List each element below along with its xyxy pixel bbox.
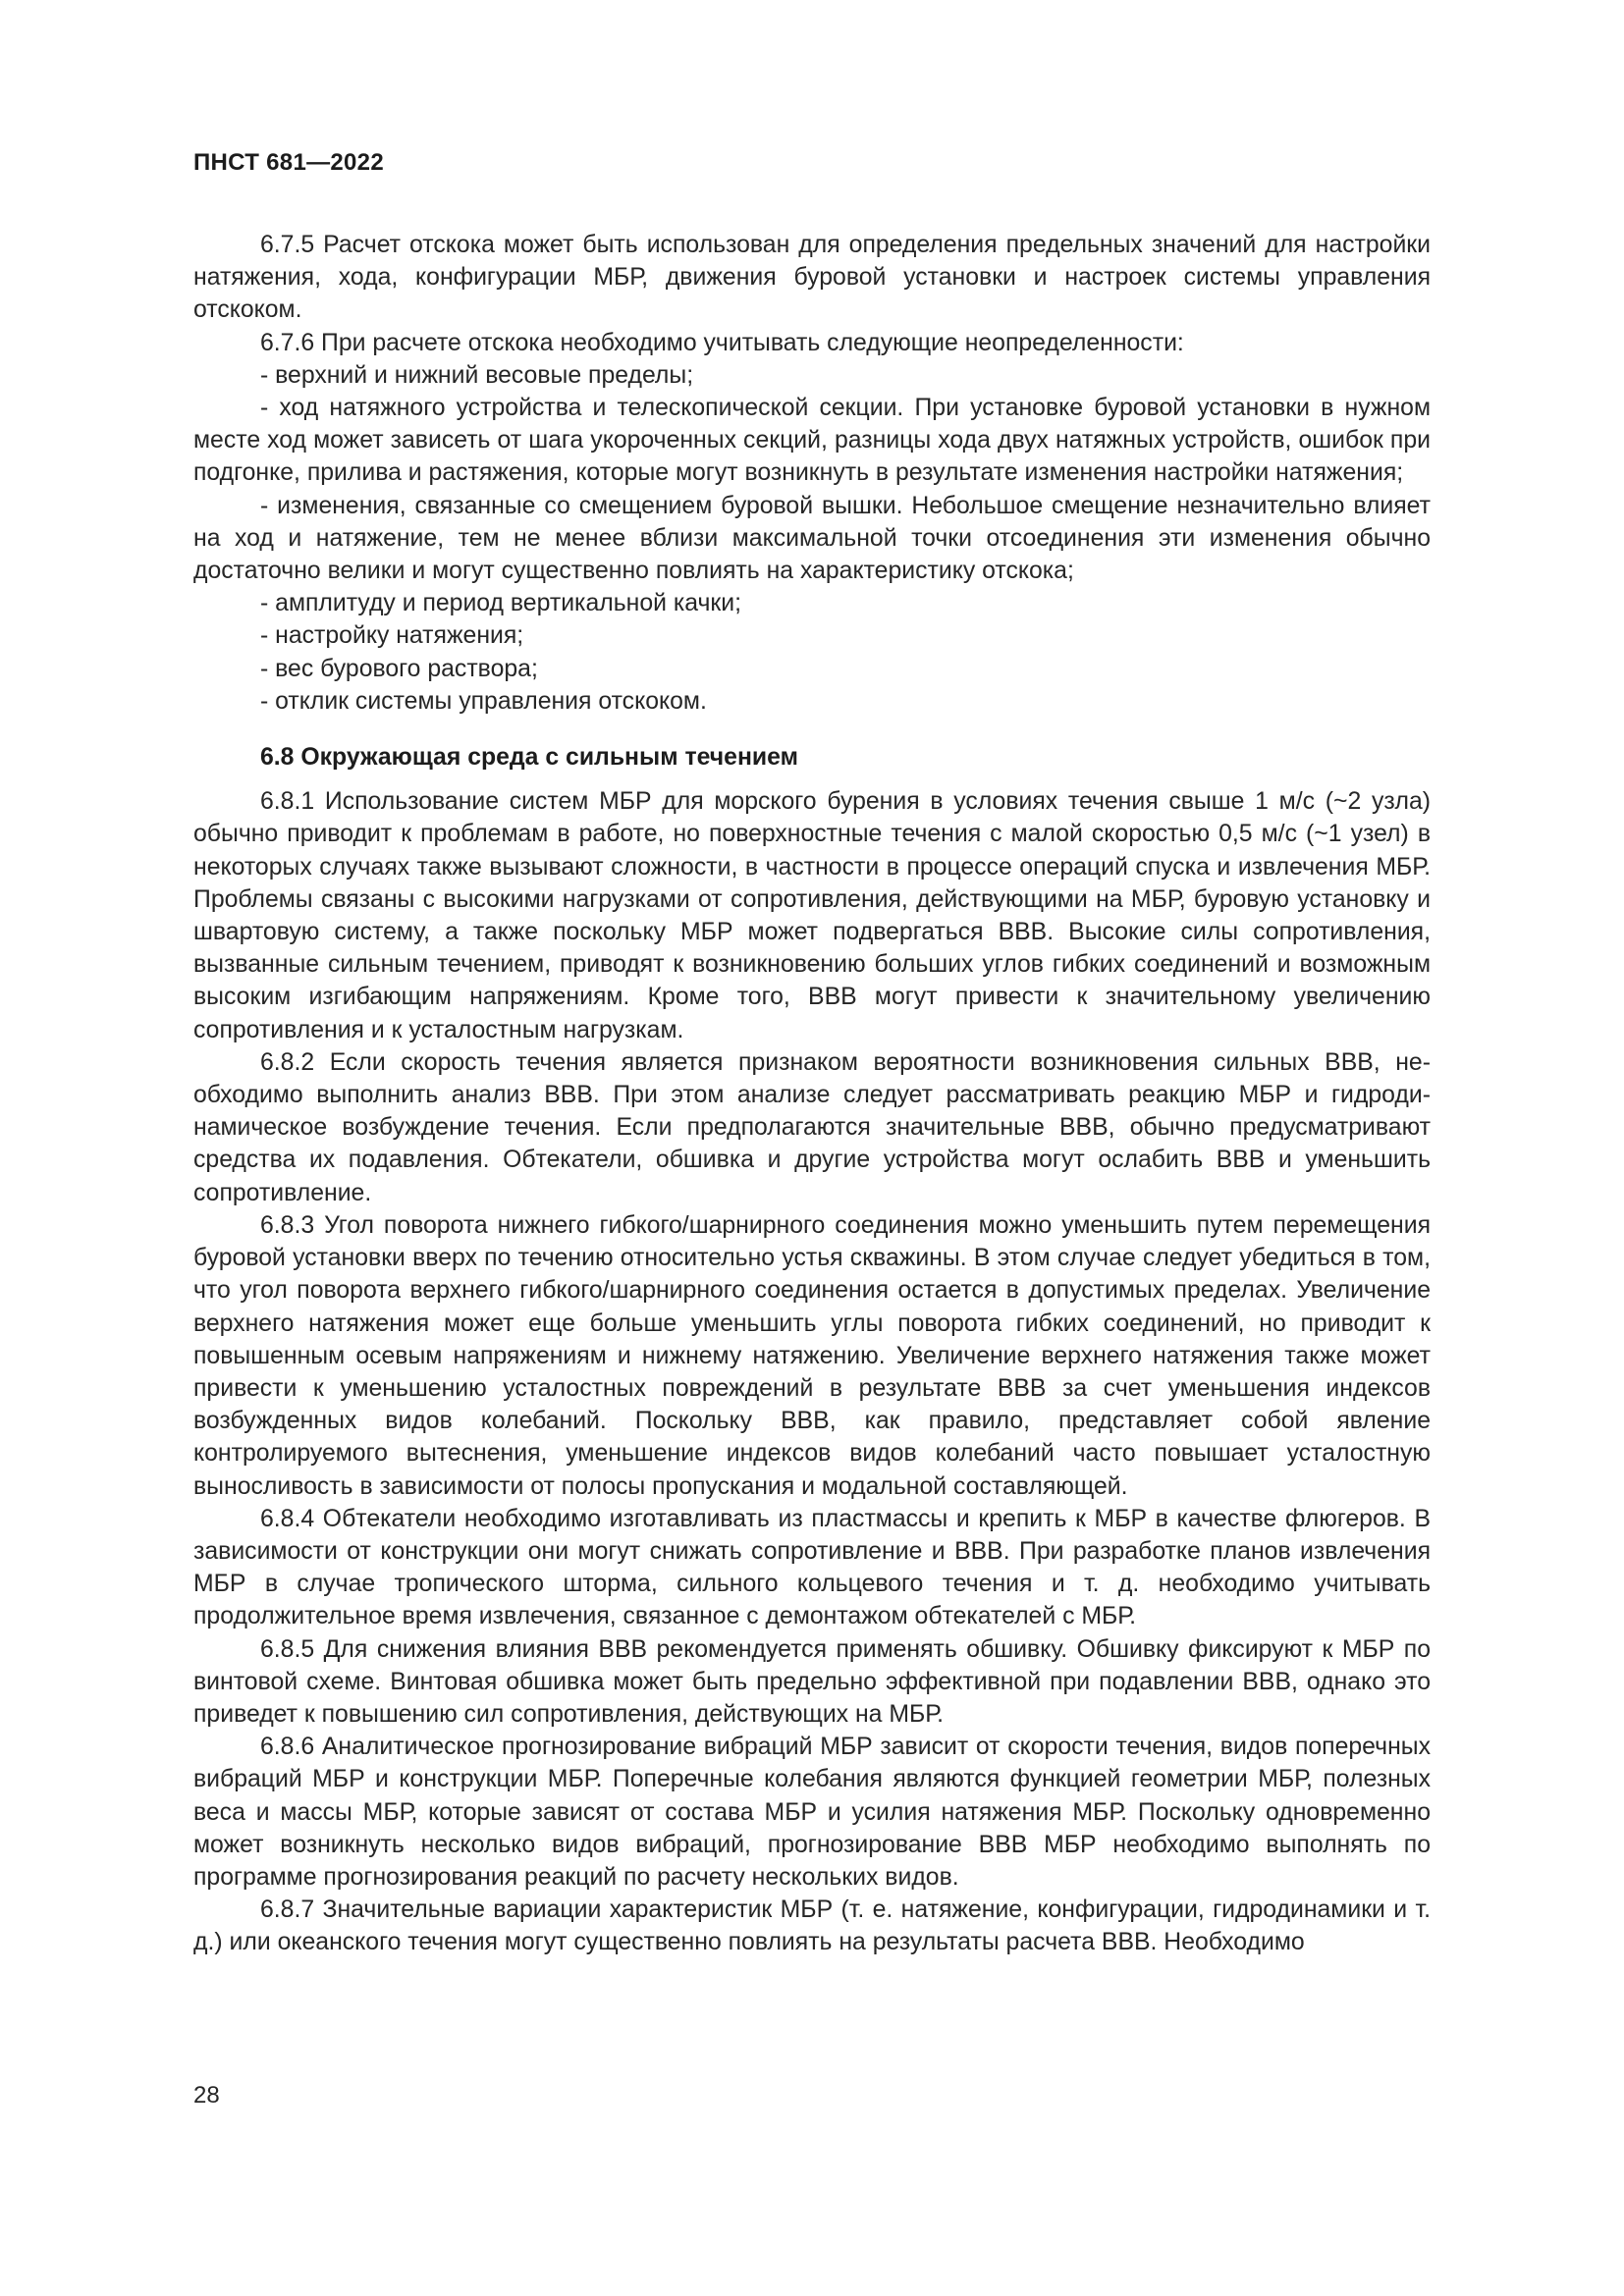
paragraph-6-7-5: 6.7.5 Расчет отскока может быть использован для определения предельных значений для настройки натяжения, хода, конфигурации МБР, движения буровой установки и настроек системы управления отскоком. bbox=[193, 232, 1431, 324]
list-item: - отклик системы управления отскоком. bbox=[260, 687, 707, 715]
paragraph-6-8-2: 6.8.2 Если скорость течения является признаком вероятности возникновения сильных ВВВ, необходимо выполнить анализ ВВВ. При этом анализе следует рассматривать реакцию МБР и гидродинамическое возбуждение течения. Если предполагаются значительные ВВВ, обычно предусматривают средства их подавления. Обтекатели, обшивка и другие устройства могут ослабить ВВВ и уменьшить сопротивление. bbox=[193, 1048, 1431, 1206]
paragraph-6-8-6: 6.8.6 Аналитическое прогнозирование вибраций МБР зависит от скорости течения, видов поперечных вибраций МБР и конструкции МБР. Поперечные колебания являются функцией геометрии МБР, полезных веса и массы МБР, которые зависят от состава МБР и усилия натяжения МБР. Поскольку одновременно может возникнуть несколько видов вибраций, прогнозирование ВВВ МБР необходимо выполнять по программе прогнозирования реакций по расчету нескольких видов. bbox=[193, 1734, 1431, 1891]
list-item: - верхний и нижний весовые пределы; bbox=[260, 361, 694, 389]
list-item: - изменения, связанные со смещением буровой вышки. Небольшое смещение незначительно влияет на ход и натяжение, тем не менее вблизи максимальной точки отсоединения эти изменения обычно достаточно велики и могут существенно повлиять на характеристику отскока; bbox=[193, 492, 1431, 585]
list-item: - настройку натяжения; bbox=[260, 622, 524, 650]
paragraph-6-7-6: 6.7.6 При расчете отскока необходимо учитывать следующие неопределенности: bbox=[260, 329, 1184, 356]
page-number: 28 bbox=[193, 2082, 220, 2109]
paragraph-6-8-5: 6.8.5 Для снижения влияния ВВВ рекомендуется применять обшивку. Обшивку фиксируют к МБР по винтовой схеме. Винтовая обшивка может быть предельно эффективной при подавлении ВВВ, однако это приведет к повышению сил сопротивления, действующих на МБР. bbox=[193, 1635, 1431, 1728]
paragraph-6-8-7: 6.8.7 Значительные вариации характеристик МБР (т. е. натяжение, конфигурации, гидродинамики и т. д.) или океанского течения могут существенно повлиять на результаты расчета ВВВ. Необходимо bbox=[193, 1896, 1431, 1956]
paragraph-6-8-4: 6.8.4 Обтекатели необходимо изготавливать из пластмассы и крепить к МБР в качестве флюгеров. В зависимости от конструкции они могут снижать сопротивление и ВВВ. При разработке планов извлечения МБР в случае тропического шторма, сильного кольцевого течения и т. д. необходимо учитывать продолжительное время извлечения, связанное с демонтажом обтекателей с МБР. bbox=[193, 1505, 1431, 1630]
document-code-header: ПНСТ 681—2022 bbox=[193, 149, 384, 176]
list-item: - ход натяжного устройства и телескопической секции. При установке буровой установки в нужном месте ход может зависеть от шага укороченных секций, разницы хода двух натяжных устройств, ошибок при подгонке, прилива и растяжения, которые могут возникнуть в результате изменения настройки натяжения; bbox=[193, 395, 1431, 487]
paragraph-6-8-1: 6.8.1 Использование систем МБР для морского бурения в условиях течения свыше 1 м/с (~2 узла) обычно приводит к проблемам в работе, но поверхностные течения с малой скоростью 0,5 м/с (~1 узел) в некоторых случаях также вызывают сложности, в частности в процессе операций спуска и извлечения МБР. Проблемы связаны с высокими нагрузками от сопротивления, действующими на МБР, буровую установку и швартовую систему, а также поскольку МБР может подвергаться ВВВ. Высокие силы сопротивления, вызванные сильным течением, приводят к возникновению больших углов гибких соединений и возможным высоким изгибающим напряжениям. Кроме того, ВВВ могут привести к значительному увеличению сопротивления и к усталостным нагрузкам. bbox=[193, 788, 1431, 1043]
document-body bbox=[193, 229, 1431, 1959]
list-item: - амплитуду и период вертикальной качки; bbox=[260, 590, 741, 617]
list-item: - вес бурового раствора; bbox=[260, 655, 538, 682]
paragraph-6-8-3: 6.8.3 Угол поворота нижнего гибкого/шарнирного соединения можно уменьшить путем перемещения буровой установки вверх по течению относительно устья скважины. В этом случае следует убедиться в том, что угол поворота верхнего гибкого/шарнирного соединения остается в допустимых пределах. Увеличение верхнего натяжения может еще больше уменьшить углы поворота гибких соединений, но приводит к повышенным осевым напряжениям и нижнему натяжению. Увеличение верхнего натяжения также может привести к уменьшению усталостных повреждений в результате ВВВ за счет уменьшения индексов возбужденных видов колебаний. Поскольку ВВВ, как правило, представляет собой явление контролируемого вытеснения, уменьшение индексов видов колебаний часто повышает усталостную выносливость в зависимости от полосы пропускания и модальной составляющей. bbox=[193, 1211, 1431, 1500]
section-heading-6-8: 6.8 Окружающая среда с сильным течением bbox=[260, 744, 798, 772]
